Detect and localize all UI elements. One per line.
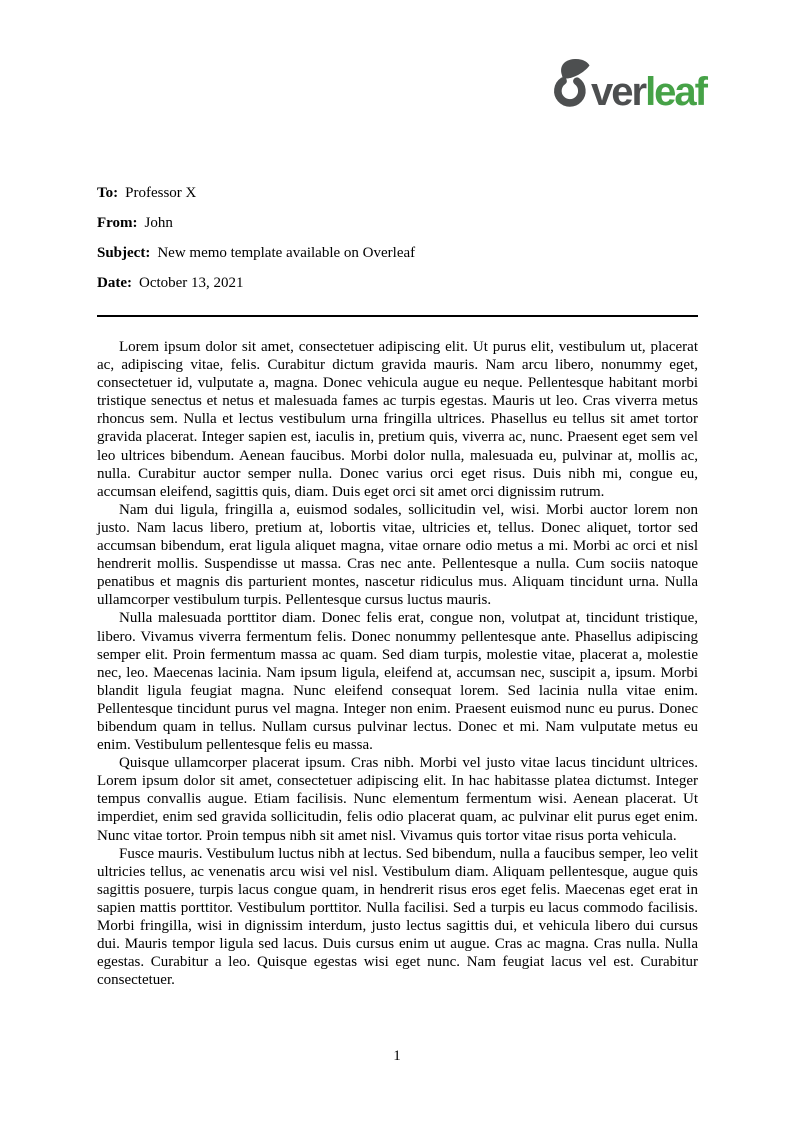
memo-field-to [97,184,415,202]
logo-text-gray: ver [591,69,646,114]
memo-field-from [97,214,415,232]
logo-text-green: leaf [645,69,706,114]
memo-field-label: To: [97,185,119,201]
body-paragraph-5: Fusce mauris. Vestibulum luctus nibh at lectus. Sed bibendum, nulla a faucibus semper, leo velit ultricies tellus, ac venenatis arcu wisi vel nisl. Vestibulum diam. Aliquam pellentesque, augue quis sagittis posuere, turpis lacus congue quam, in hendrerit risus eros eget felis. Maecenas eget erat in sapien mattis porttitor. Vestibulum porttitor. Nulla facilisi. Sed a turpis eu lacus commodo facilisis. Morbi fringilla, wisi in dignissim interdum, justo lectus sagittis dui, et vehicula libero dui cursus dui. Mauris tempor ligula sed lacus. Duis cursus enim ut augue. Cras ac magna. Cras nulla. Nulla egestas. Curabitur a leo. Quisque egestas wisi eget nunc. Nam feugiat lacus vel est. Curabitur consectetuer. [97,845,698,989]
memo-field-value: Professor X [125,185,197,201]
body-paragraph-4: Quisque ullamcorper placerat ipsum. Cras nibh. Morbi vel justo vitae lacus tincidunt ultrices. Lorem ipsum dolor sit amet, consectetuer adipiscing elit. In hac habitasse platea dictumst. Integer tempus convallis augue. Etiam facilisis. Nunc elementum fermentum wisi. Aenean placerat. Ut imperdiet, enim sed gravida sollicitudin, felis odio placerat quam, ac pulvinar elit purus eget enim. Nunc vitae tortor. Proin tempus nibh sit amet nisl. Vivamus quis tortor vitae risus porta vehicula. [97,755,698,844]
memo-field-value: October 13, 2021 [138,275,244,291]
body-paragraph-2: Nam dui ligula, fringilla a, euismod sodales, sollicitudin vel, wisi. Morbi auctor lorem non justo. Nam lacus libero, pretium at, lobortis vitae, ultricies et, tellus. Donec aliquet, tortor sed accumsan bibendum, erat ligula aliquet magna, vitae ornare odio metus a mi. Morbi ac orci et nisl hendrerit mollis. Suspendisse ut massa. Cras nec ante. Pellentesque a nulla. Cum sociis natoque penatibus et magnis dis parturient montes, nascetur ridiculus mus. Aliquam tincidunt urna. Nulla ullamcorper vestibulum turpis. Pellentesque cursus luctus mauris. [97,501,698,609]
body-paragraph-3: Nulla malesuada porttitor diam. Donec felis erat, congue non, volutpat at, tincidunt tristique, libero. Vivamus viverra fermentum felis. Donec nonummy pellentesque ante. Phasellus adipiscing semper elit. Proin fermentum massa ac quam. Sed diam turpis, molestie vitae, placerat a, molestie nec, leo. Maecenas lacinia. Nam ipsum ligula, eleifend at, accumsan nec, suscipit a, ipsum. Morbi blandit ligula feugiat magna. Nunc eleifend consequat lorem. Sed lacinia nulla vitae enim. Pellentesque tincidunt purus vel magna. Integer non enim. Praesent euismod nunc eu purus. Donec bibendum quam in tellus. Nullam cursus pulvinar lectus. Donec et mi. Nam vulputate metus eu enim. Vestibulum pellentesque felis eu massa. [97,610,698,754]
memo-field-subject [97,244,415,262]
overleaf-logo [550,57,706,114]
memo-field-label: Subject: [97,245,151,261]
overleaf-o-leaf-icon [550,57,591,108]
page-number: 1 [393,1048,401,1064]
memo-field-value: New memo template available on Overleaf [157,245,416,261]
body-paragraph-1: Lorem ipsum dolor sit amet, consectetuer adipiscing elit. Ut purus elit, vestibulum ut, placerat ac, adipiscing vitae, felis. Curabitur dictum gravida mauris. Nam arcu libero, nonummy eget, consectetuer id, vulputate a, magna. Donec vehicula augue eu neque. Pellentesque habitant morbi tristique senectus et netus et malesuada fames ac turpis egestas. Mauris ut leo. Cras viverra metus rhoncus sem. Nulla et lectus vestibulum urna fringilla ultrices. Phasellus eu tellus sit amet tortor gravida placerat. Integer sapien est, iaculis in, pretium quis, viverra ac, nunc. Praesent eget sem vel leo ultrices bibendum. Aenean faucibus. Morbi dolor nulla, malesuada eu, pulvinar at, mollis ac, nulla. Curabitur auctor semper nulla. Donec varius orci eget risus. Duis nibh mi, congue eu, accumsan eleifend, sagittis quis, diam. Duis eget orci sit amet orci dignissim rutrum. [97,339,698,500]
memo-field-label: Date: [97,275,132,291]
memo-field-value: John [144,215,173,231]
divider-rule [97,315,698,317]
memo-body [97,338,698,989]
memo-field-label: From: [97,215,138,231]
memo-header [97,184,415,304]
memo-field-date [97,274,415,292]
